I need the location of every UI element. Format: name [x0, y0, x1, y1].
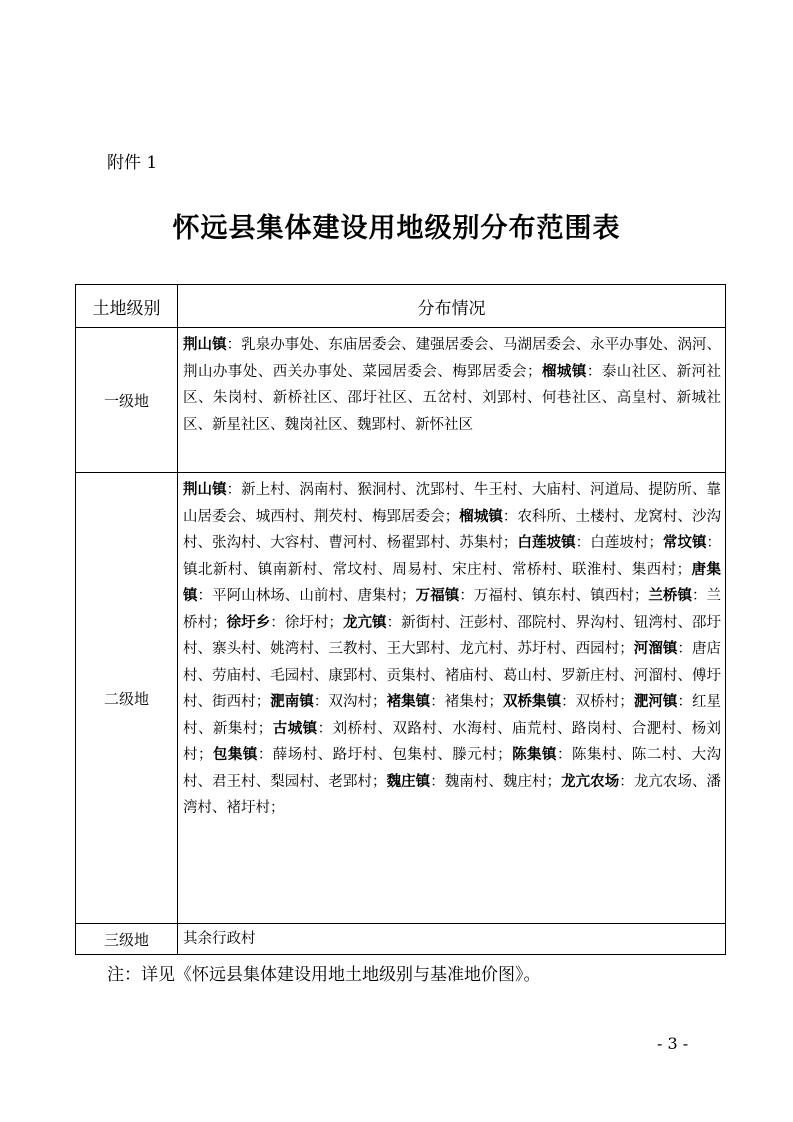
- separator: ：: [226, 482, 242, 498]
- village-list: 龙亢农场、潘湾村、褚圩村；: [183, 773, 722, 816]
- town-name: 淝河镇: [633, 694, 678, 710]
- town-name: 兰桥镇: [648, 588, 692, 604]
- separator: ：: [257, 747, 273, 763]
- separator: ：: [502, 508, 518, 525]
- town-name: 徐圩乡: [226, 614, 271, 631]
- level-cell: 三级地: [76, 924, 178, 955]
- village-list: 乳泉办事处、东庙居委会、建强居委会、马湖居委会、永平办事处、涡河、荆山办事处、西关办事处、菜园居委会、梅郢居委会；: [183, 337, 722, 380]
- separator: ：: [313, 694, 329, 710]
- separator: ：: [459, 588, 474, 604]
- header-land-level: 土地级别: [76, 285, 178, 328]
- distribution-cell: [178, 473, 726, 924]
- town-name: 包集镇: [212, 747, 258, 763]
- separator: ：: [575, 535, 591, 551]
- village-list: 薛场村、路圩村、包集村、滕元村；: [272, 747, 512, 763]
- town-name: 河溜镇: [633, 641, 678, 657]
- village-list: 徐圩村；: [284, 614, 343, 631]
- town-name: 淝南镇: [270, 694, 314, 710]
- separator: ：: [386, 614, 402, 631]
- town-name: 龙亢镇: [342, 614, 387, 631]
- table-row-level-1: [76, 328, 726, 473]
- town-name: 唐集镇: [183, 561, 722, 604]
- village-list: 魏南村、魏庄村；: [444, 773, 562, 790]
- table-header-row: [76, 285, 726, 328]
- town-name: 榴城镇: [541, 363, 587, 380]
- level-cell: 一级地: [76, 328, 178, 473]
- table-row-level-3: [76, 924, 726, 955]
- village-list: 万福村、镇东村、镇西村；: [473, 588, 649, 604]
- separator: ：: [430, 773, 445, 790]
- separator: ：: [561, 694, 576, 710]
- town-name: 荆山镇: [183, 337, 227, 353]
- distribution-cell: [178, 328, 726, 473]
- town-name: 褚集镇: [386, 694, 431, 710]
- page-number: - 3 -: [657, 1034, 689, 1053]
- town-name: 双桥集镇: [502, 694, 562, 710]
- level-cell: 二级地: [76, 473, 178, 924]
- village-list: 双沟村；: [328, 694, 387, 710]
- town-name: 魏庄镇: [386, 773, 431, 790]
- separator: ：: [430, 694, 445, 710]
- separator: ：: [317, 720, 333, 737]
- town-name: 常坟镇: [662, 535, 707, 551]
- separator: ：: [619, 773, 634, 790]
- table-row-level-2: [76, 473, 726, 924]
- town-name: 龙亢农场: [561, 773, 620, 790]
- town-name: 荆山镇: [183, 482, 227, 498]
- village-list: 农科所、土楼村、龙窝村、沙沟村、张沟村、大容村、曹河村、杨翟郢村、苏集村；: [183, 508, 722, 551]
- document-title: 怀远县集体建设用地级别分布范围表: [172, 213, 621, 244]
- village-list: 刘桥村、双路村、水海村、庙荒村、路岗村、合淝村、杨刘村；: [183, 720, 722, 763]
- separator: ：: [692, 588, 707, 604]
- village-list: 双桥村；: [575, 694, 634, 710]
- town-name: 白莲坡镇: [517, 535, 576, 551]
- header-distribution: 分布情况: [178, 285, 726, 328]
- town-name: 万福镇: [415, 588, 460, 604]
- village-list: 红星村、新集村；: [183, 694, 722, 737]
- attachment-label: 附件 1: [107, 153, 158, 173]
- village-list: 平阿山林场、山前村、唐集村；: [212, 588, 416, 604]
- distribution-cell: 其余行政村: [178, 924, 726, 955]
- separator: ：: [270, 614, 285, 631]
- village-list: 褚集村；: [444, 694, 503, 710]
- separator: ：: [556, 747, 572, 763]
- village-list: 白莲坡村；: [590, 535, 663, 551]
- town-name: 陈集镇: [511, 747, 557, 763]
- separator: ：: [226, 337, 242, 353]
- separator: ：: [586, 363, 602, 380]
- footnote: 注：详见《怀远县集体建设用地土地级别与基准地价图》。: [107, 965, 541, 985]
- separator: ：: [677, 641, 692, 657]
- village-list: 镇北新村、镇南新村、常坟村、周易村、宋庄村、常桥村、联淮村、集西村；: [183, 561, 692, 578]
- village-list: 泰山社区、新河社区、朱岗村、新桥社区、邵圩社区、五岔村、刘郢村、何巷社区、高皇村、新城社区、新星社区、魏岗社区、魏郢村、新怀社区: [183, 363, 722, 433]
- town-name: 古城镇: [272, 720, 318, 737]
- land-level-table: [75, 284, 726, 955]
- village-list: 兰桥村；: [183, 588, 722, 631]
- village-list: 陈集村、陈二村、大沟村、君王村、梨园村、老郢村；: [183, 747, 722, 790]
- town-name: 榴城镇: [459, 508, 503, 525]
- village-list: 新街村、汪彭村、邵院村、界沟村、钮湾村、邵圩村、寨头村、姚湾村、三教村、王大郢村、龙亢村、苏圩村、西园村；: [183, 614, 722, 657]
- separator: ：: [197, 588, 213, 604]
- separator: ：: [706, 535, 722, 551]
- separator: ：: [677, 694, 693, 710]
- village-list: 新上村、涡南村、猴洞村、沈郢村、牛王村、大庙村、河道局、提防所、靠山居委会、城西村、荆芡村、梅郢居委会；: [183, 482, 722, 525]
- village-list: 唐店村、劳庙村、毛园村、康郢村、贡集村、褚庙村、葛山村、罗新庄村、河溜村、傅圩村、街西村；: [183, 641, 722, 710]
